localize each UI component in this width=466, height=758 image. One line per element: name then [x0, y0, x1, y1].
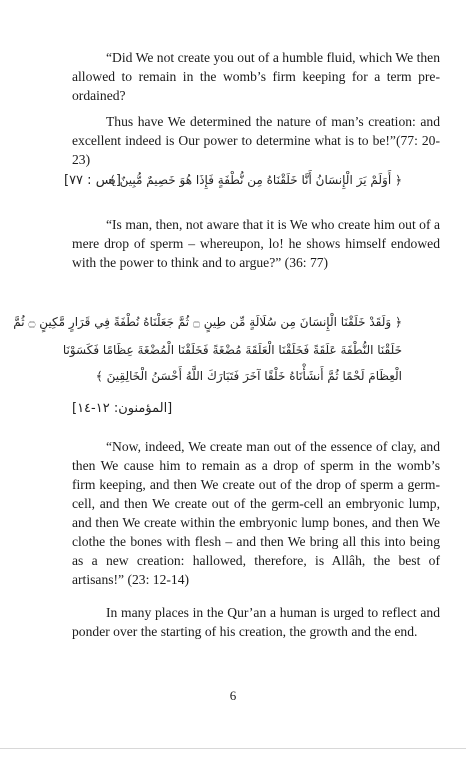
arabic-verse-yasin: ﴿ أَوَلَمْ يَرَ الْإِنسَانُ أَنَّا خَلَقْنَاهُ مِن نُّطْفَةٍ فَإِذَا هُوَ خَصِيمٌ مُّبِينٌ ﴾ — [108, 173, 402, 187]
page-number: 6 — [229, 688, 237, 703]
quote-paragraph-1: “Did We not create you out of a humble fluid, which We then allowed to remain in the womb’s firm keeping for a term pre-ordained? — [72, 50, 440, 103]
arabic-verse-muminun-line-3: الْعِظَامَ لَحْمًا ثُمَّ أَنشَأْنَاهُ خَلْقًا آخَرَ فَتَبَارَكَ اللَّهُ أَحْسَنُ الْخَالِقِينَ ﴾ — [95, 369, 402, 383]
arabic-reference-muminun: [المؤمنون: ١٢-١٤] — [72, 401, 173, 416]
quote-paragraph-4: “Now, indeed, We create man out of the essence of clay, and then We cause him to remain as a drop of sperm in the womb’s firm keeping, and then We create out of the drop of sperm a germ-cell, and then We create out of the germ-cell an embryonic lump, and then We create within the embryonic lump bones, and then We clothe the bones with flesh – and then We bring all this into being as a new creation: hallowed, therefore, is Allâh, the best of artisans!” (23: 12-14) — [72, 439, 440, 587]
quote-paragraph-2: Thus have We determined the nature of man’s creation: and excellent indeed is Our power to determine what is to be!”(77: 20-23) — [72, 114, 440, 167]
body-paragraph-5: In many places in the Qur’an a human is urged to reflect and ponder over the starting of his creation, the growth and the end. — [72, 605, 440, 639]
arabic-reference-yasin: [يس : ٧٧] — [64, 173, 121, 188]
quote-paragraph-3: “Is man, then, not aware that it is We who create him out of a mere drop of sperm – whereupon, lo! he shows himself endowed with the power to think and to argue?” (36: 77) — [72, 217, 440, 270]
arabic-verse-muminun-line-1: ﴿ وَلَقَدْ خَلَقْنَا الْإِنسَانَ مِن سُلَالَةٍ مِّن طِينٍ ۝ ثُمَّ جَعَلْنَاهُ نُطْفَةً فِي قَرَارٍ مَّكِينٍ ۝ ثُمَّ — [13, 315, 402, 329]
page-bottom-edge — [0, 748, 466, 749]
arabic-verse-muminun-line-2: خَلَقْنَا النُّطْفَةَ عَلَقَةً فَخَلَقْنَا الْعَلَقَةَ مُضْغَةً فَخَلَقْنَا الْمُضْغَةَ عِظَامًا فَكَسَوْنَا — [62, 343, 402, 357]
